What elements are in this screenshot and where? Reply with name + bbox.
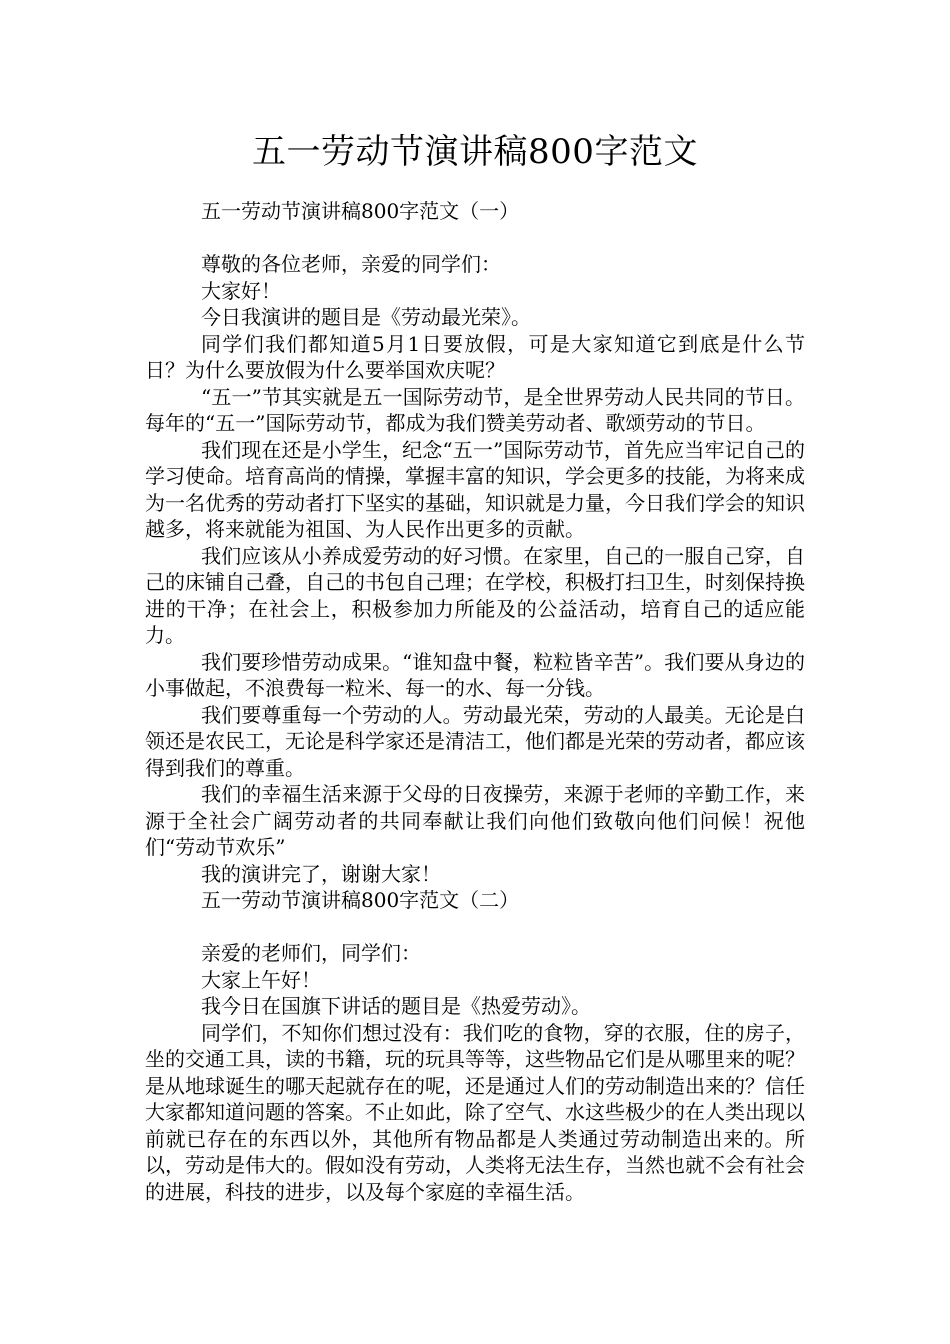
paragraph: 同学们我们都知道5月1日要放假，可是大家知道它到底是什么节日？为什么要放假为什么要举国欢庆呢？ — [145, 331, 805, 382]
greeting: 大家上午好！ — [201, 967, 321, 992]
document-title: 五一劳动节演讲稿800字范文 — [252, 132, 698, 172]
speech-topic: 今日我演讲的题目是《劳动最光荣》。 — [201, 305, 531, 329]
paragraph: 我们的幸福生活来源于父母的日夜操劳，来源于老师的辛勤工作，来源于全社会广阔劳动者的共同奉献让我们向他们致敬向他们问候！祝他们“劳动节欢乐” — [145, 782, 805, 859]
blank-line — [145, 914, 805, 941]
blank-line — [145, 225, 805, 252]
paragraph: 我们应该从小养成爱劳动的好习惯。在家里，自己的一服自己穿，自己的床铺自己叠，自己的书包自己理；在学校，积极打扫卫生，时刻保持换进的干净；在社会上，积极参加力所能及的公益活动，培育自己的适应能力。 — [145, 543, 805, 647]
section-2-heading: 五一劳动节演讲稿800字范文（二） — [201, 888, 520, 912]
paragraph: 我们要珍惜劳动成果。“谁知盘中餐，粒粒皆辛苦”。我们要从身边的小事做起，不浪费每一粒米、每一的水、每一分钱。 — [145, 649, 805, 700]
document-page — [145, 128, 805, 1205]
closing-line: 我的演讲完了，谢谢大家！ — [201, 861, 441, 886]
speech-topic: 我今日在国旗下讲话的题目是《热爱劳动》。 — [201, 994, 591, 1018]
salutation: 亲爱的老师们，同学们： — [201, 941, 421, 965]
greeting: 大家好！ — [201, 278, 281, 303]
paragraph: 我们要尊重每一个劳动的人。劳动最光荣，劳动的人最美。无论是白领还是农民工，无论是科学家还是清洁工，他们都是光荣的劳动者，都应该得到我们的尊重。 — [145, 702, 805, 780]
section-1-heading: 五一劳动节演讲稿800字范文（一） — [201, 199, 520, 223]
paragraph: “五一”节其实就是五一国际劳动节，是全世界劳动人民共同的节日。每年的“五一”国际劳动节，都成为我们赞美劳动者、歌颂劳动的节日。 — [145, 384, 805, 435]
salutation: 尊敬的各位老师，亲爱的同学们： — [201, 252, 501, 276]
paragraph: 同学们，不知你们想过没有：我们吃的食物，穿的衣服，住的房子，坐的交通工具，读的书籍，玩的玩具等等，这些物品它们是从哪里来的呢？是从地球诞生的哪天起就存在的呢，还是通过人们的劳动制造出来的？信任大家都知道问题的答案。不止如此，除了空气、水这些极少的在人类出现以前就已存在的东西以外，其他所有物品都是人类通过劳动制造出来的。所以，劳动是伟大的。假如没有劳动，人类将无法生存，当然也就不会有社会的进展，科技的进步，以及每个家庭的幸福生活。 — [145, 1020, 805, 1204]
paragraph: 我们现在还是小学生，纪念“五一”国际劳动节，首先应当牢记自己的学习使命。培育高尚的情操，掌握丰富的知识，学会更多的技能，为将来成为一名优秀的劳动者打下坚实的基础，知识就是力量，今日我们学会的知识越多，将来就能为祖国、为人民作出更多的贡献。 — [145, 437, 805, 541]
